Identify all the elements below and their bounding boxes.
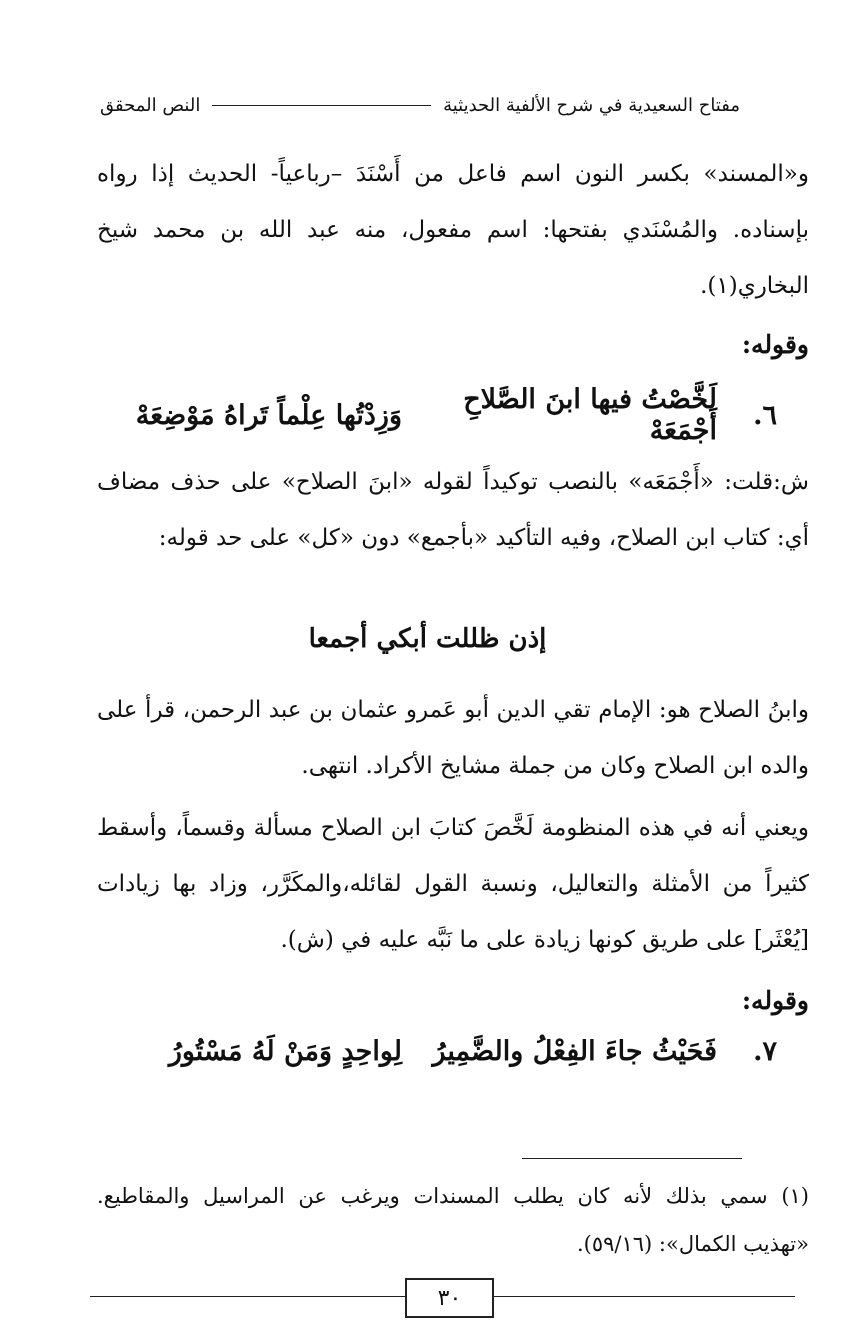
footnote-separator (522, 1158, 742, 1159)
paragraph-ibn-salah: وابنُ الصلاح هو: الإمام تقي الدين أبو عَمرو عثمان بن عبد الرحمن، قرأ على والده ابن الصلاح وكان من جملة مشايخ الأكراد. انتهى. (97, 697, 809, 779)
verse-second-hemistich: وَزِدْتُها عِلْماً تَراهُ مَوْضِعَهْ (135, 399, 402, 431)
page-header (100, 88, 740, 122)
page-number: ٣٠ (405, 1278, 494, 1318)
paragraph-commentary: ش:قلت: «أَجْمَعَه» بالنصب توكيداً لقوله «ابنَ الصلاح» على حذف مضاف أي: كتاب ابن الصلاح، وفيه التأكيد «بأجمع» دون «كل» على حد قوله: (97, 469, 809, 551)
quoted-poetry-line: إذن ظللت أبكي أجمعا (308, 624, 547, 654)
verse-7 (87, 1036, 777, 1067)
heading-qawluhu-1: وقوله: (741, 330, 809, 359)
verse-first-hemistich: فَحَيْثُ جاءَ الفِعْلُ والضَّمِيرُ (432, 1036, 717, 1067)
footer-rule-right (490, 1296, 795, 1297)
verse-first-hemistich: لَخَّصْتُ فيها ابنَ الصَّلاحِ أَجْمَعَهْ (463, 384, 717, 446)
verse-number: ٦. (753, 399, 777, 431)
verse-second-hemistich: لِواحِدٍ وَمَنْ لَهُ مَسْتُورُ (168, 1036, 402, 1067)
paragraph-musnad: و«المسند» بكسر النون اسم فاعل من أَسْنَدَ –رباعياً- الحديث إذا رواه بإسناده. والمُسْنَدي بفتحها: اسم مفعول، منه عبد الله بن محمد شيخ البخاري(١). (97, 161, 809, 299)
verse-number: ٧. (753, 1036, 777, 1067)
book-title: مفتاح السعيدية في شرح الألفية الحديثية (443, 94, 740, 116)
footnote: (١) سمي بذلك لأنه كان يطلب المسندات ويرغب عن المراسيل والمقاطيع. «تهذيب الكمال»: (٥٩/١٦). (97, 1184, 809, 1256)
header-rule (212, 105, 431, 106)
verse-6 (87, 384, 777, 446)
paragraph-summary: ويعني أنه في هذه المنظومة لَخَّصَ كتابَ ابن الصلاح مسألة وقسماً، وأسقط كثيراً من الأمثلة والتعاليل، ونسبة القول لقائله،والمكَرَّر، وزاد بها زيادات [يُعْثَر] على طريق كونها زيادة على ما نَبَّه عليه في (ش). (97, 815, 809, 953)
heading-qawluhu-2: وقوله: (741, 986, 809, 1015)
section-title: النص المحقق (100, 94, 201, 116)
footer-rule-left (90, 1296, 405, 1297)
